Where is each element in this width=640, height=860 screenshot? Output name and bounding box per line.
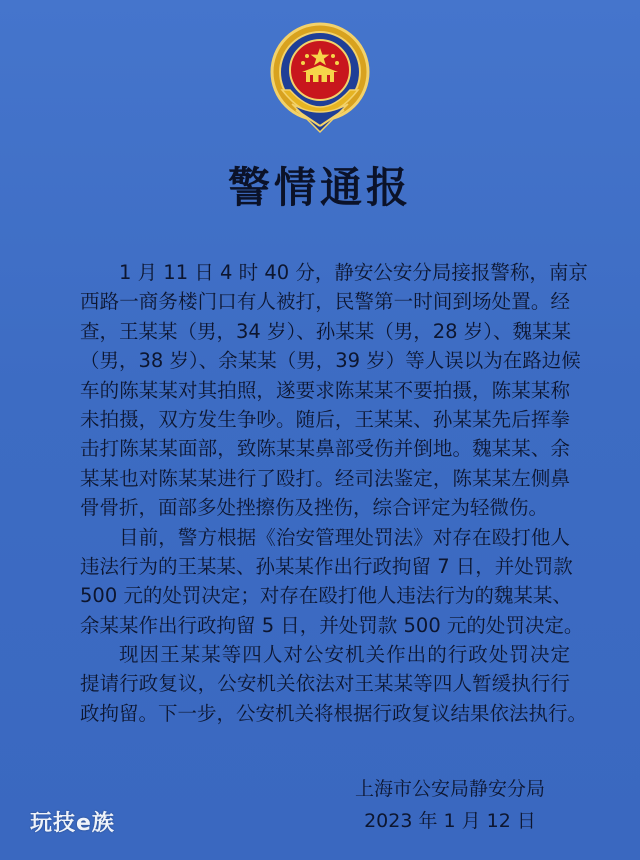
watermark-logo: 玩技e族 [30, 811, 115, 836]
signature-org: 上海市公安局静安分局 [354, 778, 545, 800]
notice-body [80, 258, 588, 728]
paragraph-line: 目前，警方根据《治安管理处罚法》对存在殴打他人 [119, 525, 570, 549]
paragraph-line: 现因王某某等四人对公安机关作出的行政处罚决定 [119, 643, 570, 667]
paragraph-line: 未拍摄，双方发生争吵。随后，王某某、孙某某先后挥拳 [80, 407, 570, 431]
paragraph-line: （男，38 岁）、余某某（男，39 岁）等人误以为在路边候 [80, 349, 581, 373]
paragraph-line: 政拘留。下一步，公安机关将根据行政复议结果依法执行。 [80, 701, 588, 725]
paragraph-line: 违法行为的王某某、孙某某作出行政拘留 7 日，并处罚款 [80, 554, 573, 578]
paragraph-line: 某某也对陈某某进行了殴打。经司法鉴定，陈某某左侧鼻 [80, 466, 570, 490]
paragraph-line: 西路一商务楼门口有人被打，民警第一时间到场处置。经 [80, 290, 570, 314]
paragraph-line: 500 元的处罚决定；对存在殴打他人违法行为的魏某某、 [80, 584, 572, 608]
page-title: 警情通报 [227, 163, 412, 212]
paragraph-line: 击打陈某某面部，致陈某某鼻部受伤并倒地。魏某某、余 [80, 437, 570, 461]
signature-date: 2023 年 1 月 12 日 [364, 810, 536, 832]
paragraph-line: 查，王某某（男，34 岁）、孙某某（男，28 岁）、魏某某 [80, 319, 572, 343]
paragraph-line: 车的陈某某对其拍照，遂要求陈某某不要拍摄，陈某某称 [80, 378, 570, 402]
paragraph-line: 提请行政复议，公安机关依法对王某某等四人暂缓执行行 [80, 672, 570, 696]
paragraph-line: 余某某作出行政拘留 5 日，并处罚款 500 元的处罚决定。 [80, 613, 584, 637]
police-emblem-icon [262, 20, 378, 138]
paragraph-line: 1 月 11 日 4 时 40 分，静安公安分局接报警称，南京 [119, 261, 588, 284]
paragraph-line: 骨骨折，面部多处挫擦伤及挫伤，综合评定为轻微伤。 [80, 496, 549, 520]
